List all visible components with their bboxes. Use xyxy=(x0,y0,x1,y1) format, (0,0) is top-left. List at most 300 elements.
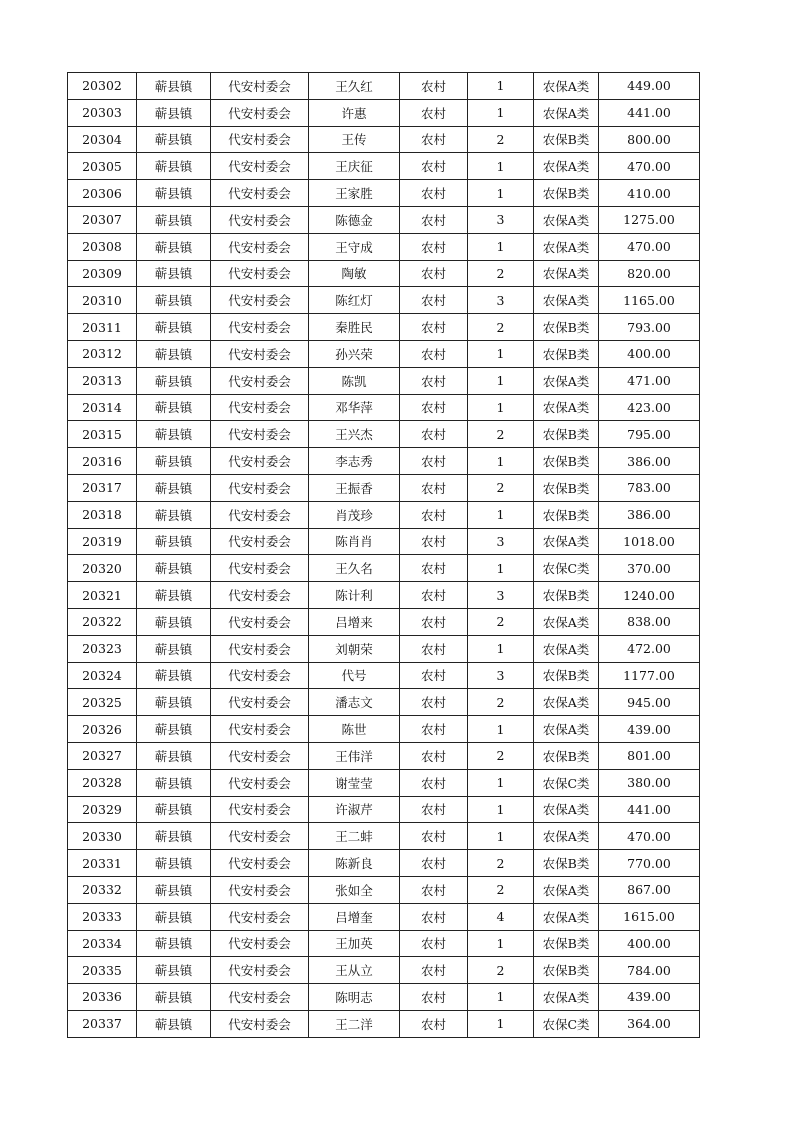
member-count-cell: 1 xyxy=(468,984,534,1011)
member-count-cell: 2 xyxy=(468,474,534,501)
member-count-cell: 4 xyxy=(468,903,534,930)
amount-cell: 470.00 xyxy=(599,153,700,180)
village-committee-cell: 代安村委会 xyxy=(211,73,309,100)
household-type-cell: 农村 xyxy=(400,314,468,341)
household-type-cell: 农村 xyxy=(400,796,468,823)
member-count-cell: 1 xyxy=(468,501,534,528)
record-id-cell: 20316 xyxy=(68,448,137,475)
name-cell: 张如全 xyxy=(309,876,400,903)
amount-cell: 400.00 xyxy=(599,340,700,367)
insurance-category-cell: 农保A类 xyxy=(534,903,599,930)
name-cell: 吕增来 xyxy=(309,608,400,635)
member-count-cell: 1 xyxy=(468,1010,534,1037)
amount-cell: 370.00 xyxy=(599,555,700,582)
record-id-cell: 20317 xyxy=(68,474,137,501)
table-row xyxy=(68,528,700,555)
member-count-cell: 2 xyxy=(468,608,534,635)
household-type-cell: 农村 xyxy=(400,689,468,716)
table-row xyxy=(68,260,700,287)
name-cell: 许惠 xyxy=(309,99,400,126)
amount-cell: 472.00 xyxy=(599,635,700,662)
town-cell: 蕲县镇 xyxy=(137,984,211,1011)
household-type-cell: 农村 xyxy=(400,287,468,314)
town-cell: 蕲县镇 xyxy=(137,448,211,475)
town-cell: 蕲县镇 xyxy=(137,903,211,930)
name-cell: 王庆征 xyxy=(309,153,400,180)
village-committee-cell: 代安村委会 xyxy=(211,608,309,635)
amount-cell: 386.00 xyxy=(599,448,700,475)
town-cell: 蕲县镇 xyxy=(137,608,211,635)
village-committee-cell: 代安村委会 xyxy=(211,367,309,394)
record-id-cell: 20335 xyxy=(68,957,137,984)
name-cell: 王传 xyxy=(309,126,400,153)
insurance-category-cell: 农保A类 xyxy=(534,394,599,421)
household-type-cell: 农村 xyxy=(400,153,468,180)
household-type-cell: 农村 xyxy=(400,850,468,877)
table-row xyxy=(68,850,700,877)
village-committee-cell: 代安村委会 xyxy=(211,421,309,448)
amount-cell: 1177.00 xyxy=(599,662,700,689)
name-cell: 秦胜民 xyxy=(309,314,400,341)
household-type-cell: 农村 xyxy=(400,769,468,796)
name-cell: 陈凯 xyxy=(309,367,400,394)
record-id-cell: 20315 xyxy=(68,421,137,448)
name-cell: 王兴杰 xyxy=(309,421,400,448)
insurance-category-cell: 农保C类 xyxy=(534,1010,599,1037)
member-count-cell: 3 xyxy=(468,287,534,314)
name-cell: 邓华萍 xyxy=(309,394,400,421)
town-cell: 蕲县镇 xyxy=(137,367,211,394)
town-cell: 蕲县镇 xyxy=(137,823,211,850)
amount-cell: 1018.00 xyxy=(599,528,700,555)
amount-cell: 838.00 xyxy=(599,608,700,635)
amount-cell: 1240.00 xyxy=(599,582,700,609)
table-row xyxy=(68,448,700,475)
village-committee-cell: 代安村委会 xyxy=(211,206,309,233)
village-committee-cell: 代安村委会 xyxy=(211,850,309,877)
household-type-cell: 农村 xyxy=(400,340,468,367)
insurance-category-cell: 农保A类 xyxy=(534,260,599,287)
amount-cell: 449.00 xyxy=(599,73,700,100)
household-type-cell: 农村 xyxy=(400,608,468,635)
village-committee-cell: 代安村委会 xyxy=(211,180,309,207)
member-count-cell: 1 xyxy=(468,153,534,180)
amount-cell: 400.00 xyxy=(599,930,700,957)
insurance-category-cell: 农保B类 xyxy=(534,474,599,501)
amount-cell: 439.00 xyxy=(599,716,700,743)
record-id-cell: 20329 xyxy=(68,796,137,823)
village-committee-cell: 代安村委会 xyxy=(211,340,309,367)
insurance-category-cell: 农保B类 xyxy=(534,448,599,475)
member-count-cell: 2 xyxy=(468,957,534,984)
amount-cell: 867.00 xyxy=(599,876,700,903)
household-type-cell: 农村 xyxy=(400,367,468,394)
insurance-category-cell: 农保A类 xyxy=(534,689,599,716)
table-row xyxy=(68,689,700,716)
amount-cell: 1615.00 xyxy=(599,903,700,930)
village-committee-cell: 代安村委会 xyxy=(211,528,309,555)
amount-cell: 770.00 xyxy=(599,850,700,877)
amount-cell: 820.00 xyxy=(599,260,700,287)
amount-cell: 439.00 xyxy=(599,984,700,1011)
amount-cell: 945.00 xyxy=(599,689,700,716)
town-cell: 蕲县镇 xyxy=(137,314,211,341)
village-committee-cell: 代安村委会 xyxy=(211,742,309,769)
village-committee-cell: 代安村委会 xyxy=(211,555,309,582)
name-cell: 陶敏 xyxy=(309,260,400,287)
table-row xyxy=(68,903,700,930)
household-type-cell: 农村 xyxy=(400,180,468,207)
table-row xyxy=(68,957,700,984)
village-committee-cell: 代安村委会 xyxy=(211,796,309,823)
household-type-cell: 农村 xyxy=(400,930,468,957)
town-cell: 蕲县镇 xyxy=(137,340,211,367)
member-count-cell: 3 xyxy=(468,662,534,689)
record-id-cell: 20307 xyxy=(68,206,137,233)
amount-cell: 364.00 xyxy=(599,1010,700,1037)
insurance-category-cell: 农保C类 xyxy=(534,769,599,796)
name-cell: 王伟洋 xyxy=(309,742,400,769)
table-row xyxy=(68,876,700,903)
name-cell: 陈新良 xyxy=(309,850,400,877)
insurance-category-cell: 农保B类 xyxy=(534,126,599,153)
table-row xyxy=(68,314,700,341)
village-committee-cell: 代安村委会 xyxy=(211,716,309,743)
town-cell: 蕲县镇 xyxy=(137,153,211,180)
town-cell: 蕲县镇 xyxy=(137,233,211,260)
household-type-cell: 农村 xyxy=(400,260,468,287)
amount-cell: 470.00 xyxy=(599,233,700,260)
table-row xyxy=(68,99,700,126)
amount-cell: 1165.00 xyxy=(599,287,700,314)
name-cell: 孙兴荣 xyxy=(309,340,400,367)
insurance-category-cell: 农保A类 xyxy=(534,796,599,823)
table-row xyxy=(68,1010,700,1037)
record-id-cell: 20319 xyxy=(68,528,137,555)
insurance-category-cell: 农保A类 xyxy=(534,206,599,233)
town-cell: 蕲县镇 xyxy=(137,716,211,743)
town-cell: 蕲县镇 xyxy=(137,287,211,314)
amount-cell: 1275.00 xyxy=(599,206,700,233)
record-id-cell: 20318 xyxy=(68,501,137,528)
household-type-cell: 农村 xyxy=(400,662,468,689)
record-id-cell: 20302 xyxy=(68,73,137,100)
member-count-cell: 3 xyxy=(468,528,534,555)
member-count-cell: 1 xyxy=(468,448,534,475)
insurance-category-cell: 农保A类 xyxy=(534,984,599,1011)
village-committee-cell: 代安村委会 xyxy=(211,501,309,528)
record-id-cell: 20326 xyxy=(68,716,137,743)
village-committee-cell: 代安村委会 xyxy=(211,126,309,153)
town-cell: 蕲县镇 xyxy=(137,1010,211,1037)
town-cell: 蕲县镇 xyxy=(137,957,211,984)
record-id-cell: 20309 xyxy=(68,260,137,287)
household-type-cell: 农村 xyxy=(400,635,468,662)
name-cell: 王家胜 xyxy=(309,180,400,207)
insurance-category-cell: 农保B类 xyxy=(534,180,599,207)
insurance-category-cell: 农保C类 xyxy=(534,555,599,582)
insurance-category-cell: 农保B类 xyxy=(534,742,599,769)
name-cell: 代号 xyxy=(309,662,400,689)
amount-cell: 441.00 xyxy=(599,796,700,823)
town-cell: 蕲县镇 xyxy=(137,394,211,421)
town-cell: 蕲县镇 xyxy=(137,689,211,716)
household-type-cell: 农村 xyxy=(400,742,468,769)
table-row xyxy=(68,73,700,100)
insurance-category-cell: 农保A类 xyxy=(534,367,599,394)
table-row xyxy=(68,206,700,233)
name-cell: 吕增奎 xyxy=(309,903,400,930)
member-count-cell: 1 xyxy=(468,340,534,367)
record-id-cell: 20305 xyxy=(68,153,137,180)
amount-cell: 795.00 xyxy=(599,421,700,448)
member-count-cell: 1 xyxy=(468,769,534,796)
member-count-cell: 2 xyxy=(468,742,534,769)
record-id-cell: 20331 xyxy=(68,850,137,877)
table-row xyxy=(68,233,700,260)
village-committee-cell: 代安村委会 xyxy=(211,984,309,1011)
village-committee-cell: 代安村委会 xyxy=(211,153,309,180)
household-type-cell: 农村 xyxy=(400,99,468,126)
table-row xyxy=(68,501,700,528)
record-id-cell: 20304 xyxy=(68,126,137,153)
record-id-cell: 20333 xyxy=(68,903,137,930)
name-cell: 陈世 xyxy=(309,716,400,743)
village-committee-cell: 代安村委会 xyxy=(211,474,309,501)
member-count-cell: 1 xyxy=(468,930,534,957)
record-id-cell: 20334 xyxy=(68,930,137,957)
amount-cell: 793.00 xyxy=(599,314,700,341)
village-committee-cell: 代安村委会 xyxy=(211,233,309,260)
table-row xyxy=(68,582,700,609)
member-count-cell: 3 xyxy=(468,582,534,609)
town-cell: 蕲县镇 xyxy=(137,635,211,662)
record-id-cell: 20312 xyxy=(68,340,137,367)
name-cell: 王振香 xyxy=(309,474,400,501)
name-cell: 潘志文 xyxy=(309,689,400,716)
table-row xyxy=(68,555,700,582)
member-count-cell: 1 xyxy=(468,716,534,743)
member-count-cell: 2 xyxy=(468,314,534,341)
insurance-category-cell: 农保A类 xyxy=(534,153,599,180)
table-row xyxy=(68,394,700,421)
insurance-category-cell: 农保B类 xyxy=(534,421,599,448)
household-type-cell: 农村 xyxy=(400,233,468,260)
town-cell: 蕲县镇 xyxy=(137,260,211,287)
record-id-cell: 20336 xyxy=(68,984,137,1011)
insurance-category-cell: 农保B类 xyxy=(534,582,599,609)
village-committee-cell: 代安村委会 xyxy=(211,689,309,716)
record-id-cell: 20320 xyxy=(68,555,137,582)
name-cell: 李志秀 xyxy=(309,448,400,475)
village-committee-cell: 代安村委会 xyxy=(211,635,309,662)
table-row xyxy=(68,769,700,796)
town-cell: 蕲县镇 xyxy=(137,769,211,796)
member-count-cell: 1 xyxy=(468,99,534,126)
name-cell: 王二洋 xyxy=(309,1010,400,1037)
household-type-cell: 农村 xyxy=(400,528,468,555)
amount-cell: 471.00 xyxy=(599,367,700,394)
amount-cell: 386.00 xyxy=(599,501,700,528)
name-cell: 王守成 xyxy=(309,233,400,260)
member-count-cell: 1 xyxy=(468,367,534,394)
insurance-category-cell: 农保A类 xyxy=(534,876,599,903)
table-row xyxy=(68,930,700,957)
record-id-cell: 20313 xyxy=(68,367,137,394)
member-count-cell: 2 xyxy=(468,126,534,153)
insurance-category-cell: 农保B类 xyxy=(534,662,599,689)
table-row xyxy=(68,340,700,367)
record-id-cell: 20325 xyxy=(68,689,137,716)
records-table xyxy=(67,72,700,1038)
name-cell: 肖茂珍 xyxy=(309,501,400,528)
town-cell: 蕲县镇 xyxy=(137,796,211,823)
name-cell: 王二蚌 xyxy=(309,823,400,850)
town-cell: 蕲县镇 xyxy=(137,528,211,555)
record-id-cell: 20322 xyxy=(68,608,137,635)
name-cell: 陈德金 xyxy=(309,206,400,233)
table-row xyxy=(68,126,700,153)
records-table-body xyxy=(68,73,700,1038)
insurance-category-cell: 农保B类 xyxy=(534,850,599,877)
village-committee-cell: 代安村委会 xyxy=(211,957,309,984)
town-cell: 蕲县镇 xyxy=(137,662,211,689)
record-id-cell: 20321 xyxy=(68,582,137,609)
insurance-category-cell: 农保B类 xyxy=(534,930,599,957)
record-id-cell: 20324 xyxy=(68,662,137,689)
town-cell: 蕲县镇 xyxy=(137,582,211,609)
town-cell: 蕲县镇 xyxy=(137,930,211,957)
insurance-category-cell: 农保B类 xyxy=(534,314,599,341)
amount-cell: 380.00 xyxy=(599,769,700,796)
member-count-cell: 1 xyxy=(468,73,534,100)
village-committee-cell: 代安村委会 xyxy=(211,1010,309,1037)
household-type-cell: 农村 xyxy=(400,448,468,475)
table-row xyxy=(68,180,700,207)
village-committee-cell: 代安村委会 xyxy=(211,448,309,475)
name-cell: 陈计利 xyxy=(309,582,400,609)
household-type-cell: 农村 xyxy=(400,903,468,930)
member-count-cell: 2 xyxy=(468,850,534,877)
name-cell: 王久名 xyxy=(309,555,400,582)
town-cell: 蕲县镇 xyxy=(137,742,211,769)
insurance-category-cell: 农保A类 xyxy=(534,99,599,126)
town-cell: 蕲县镇 xyxy=(137,501,211,528)
town-cell: 蕲县镇 xyxy=(137,555,211,582)
household-type-cell: 农村 xyxy=(400,823,468,850)
record-id-cell: 20327 xyxy=(68,742,137,769)
member-count-cell: 2 xyxy=(468,260,534,287)
table-row xyxy=(68,608,700,635)
name-cell: 王加英 xyxy=(309,930,400,957)
household-type-cell: 农村 xyxy=(400,206,468,233)
town-cell: 蕲县镇 xyxy=(137,850,211,877)
village-committee-cell: 代安村委会 xyxy=(211,823,309,850)
insurance-category-cell: 农保A类 xyxy=(534,73,599,100)
insurance-category-cell: 农保A类 xyxy=(534,287,599,314)
record-id-cell: 20310 xyxy=(68,287,137,314)
record-id-cell: 20314 xyxy=(68,394,137,421)
member-count-cell: 2 xyxy=(468,421,534,448)
amount-cell: 410.00 xyxy=(599,180,700,207)
member-count-cell: 1 xyxy=(468,394,534,421)
town-cell: 蕲县镇 xyxy=(137,126,211,153)
household-type-cell: 农村 xyxy=(400,394,468,421)
household-type-cell: 农村 xyxy=(400,957,468,984)
record-id-cell: 20308 xyxy=(68,233,137,260)
household-type-cell: 农村 xyxy=(400,582,468,609)
name-cell: 陈明志 xyxy=(309,984,400,1011)
household-type-cell: 农村 xyxy=(400,421,468,448)
amount-cell: 783.00 xyxy=(599,474,700,501)
record-id-cell: 20311 xyxy=(68,314,137,341)
table-row xyxy=(68,367,700,394)
village-committee-cell: 代安村委会 xyxy=(211,287,309,314)
household-type-cell: 农村 xyxy=(400,501,468,528)
village-committee-cell: 代安村委会 xyxy=(211,930,309,957)
name-cell: 谢莹莹 xyxy=(309,769,400,796)
record-id-cell: 20328 xyxy=(68,769,137,796)
record-id-cell: 20337 xyxy=(68,1010,137,1037)
town-cell: 蕲县镇 xyxy=(137,180,211,207)
name-cell: 陈肖肖 xyxy=(309,528,400,555)
household-type-cell: 农村 xyxy=(400,126,468,153)
household-type-cell: 农村 xyxy=(400,474,468,501)
record-id-cell: 20306 xyxy=(68,180,137,207)
table-row xyxy=(68,153,700,180)
member-count-cell: 3 xyxy=(468,206,534,233)
village-committee-cell: 代安村委会 xyxy=(211,876,309,903)
insurance-category-cell: 农保A类 xyxy=(534,608,599,635)
member-count-cell: 1 xyxy=(468,823,534,850)
household-type-cell: 农村 xyxy=(400,984,468,1011)
member-count-cell: 1 xyxy=(468,796,534,823)
member-count-cell: 1 xyxy=(468,635,534,662)
amount-cell: 441.00 xyxy=(599,99,700,126)
insurance-category-cell: 农保B类 xyxy=(534,340,599,367)
insurance-category-cell: 农保B类 xyxy=(534,501,599,528)
village-committee-cell: 代安村委会 xyxy=(211,314,309,341)
household-type-cell: 农村 xyxy=(400,1010,468,1037)
insurance-category-cell: 农保A类 xyxy=(534,635,599,662)
household-type-cell: 农村 xyxy=(400,555,468,582)
name-cell: 陈红灯 xyxy=(309,287,400,314)
amount-cell: 470.00 xyxy=(599,823,700,850)
member-count-cell: 2 xyxy=(468,689,534,716)
table-row xyxy=(68,662,700,689)
amount-cell: 423.00 xyxy=(599,394,700,421)
village-committee-cell: 代安村委会 xyxy=(211,99,309,126)
table-row xyxy=(68,287,700,314)
insurance-category-cell: 农保A类 xyxy=(534,528,599,555)
name-cell: 刘朝荣 xyxy=(309,635,400,662)
name-cell: 王久红 xyxy=(309,73,400,100)
name-cell: 王从立 xyxy=(309,957,400,984)
amount-cell: 801.00 xyxy=(599,742,700,769)
record-id-cell: 20323 xyxy=(68,635,137,662)
town-cell: 蕲县镇 xyxy=(137,474,211,501)
name-cell: 许淑芹 xyxy=(309,796,400,823)
village-committee-cell: 代安村委会 xyxy=(211,260,309,287)
table-row xyxy=(68,474,700,501)
town-cell: 蕲县镇 xyxy=(137,206,211,233)
member-count-cell: 2 xyxy=(468,876,534,903)
table-row xyxy=(68,421,700,448)
insurance-category-cell: 农保A类 xyxy=(534,823,599,850)
village-committee-cell: 代安村委会 xyxy=(211,769,309,796)
table-row xyxy=(68,635,700,662)
table-row xyxy=(68,796,700,823)
